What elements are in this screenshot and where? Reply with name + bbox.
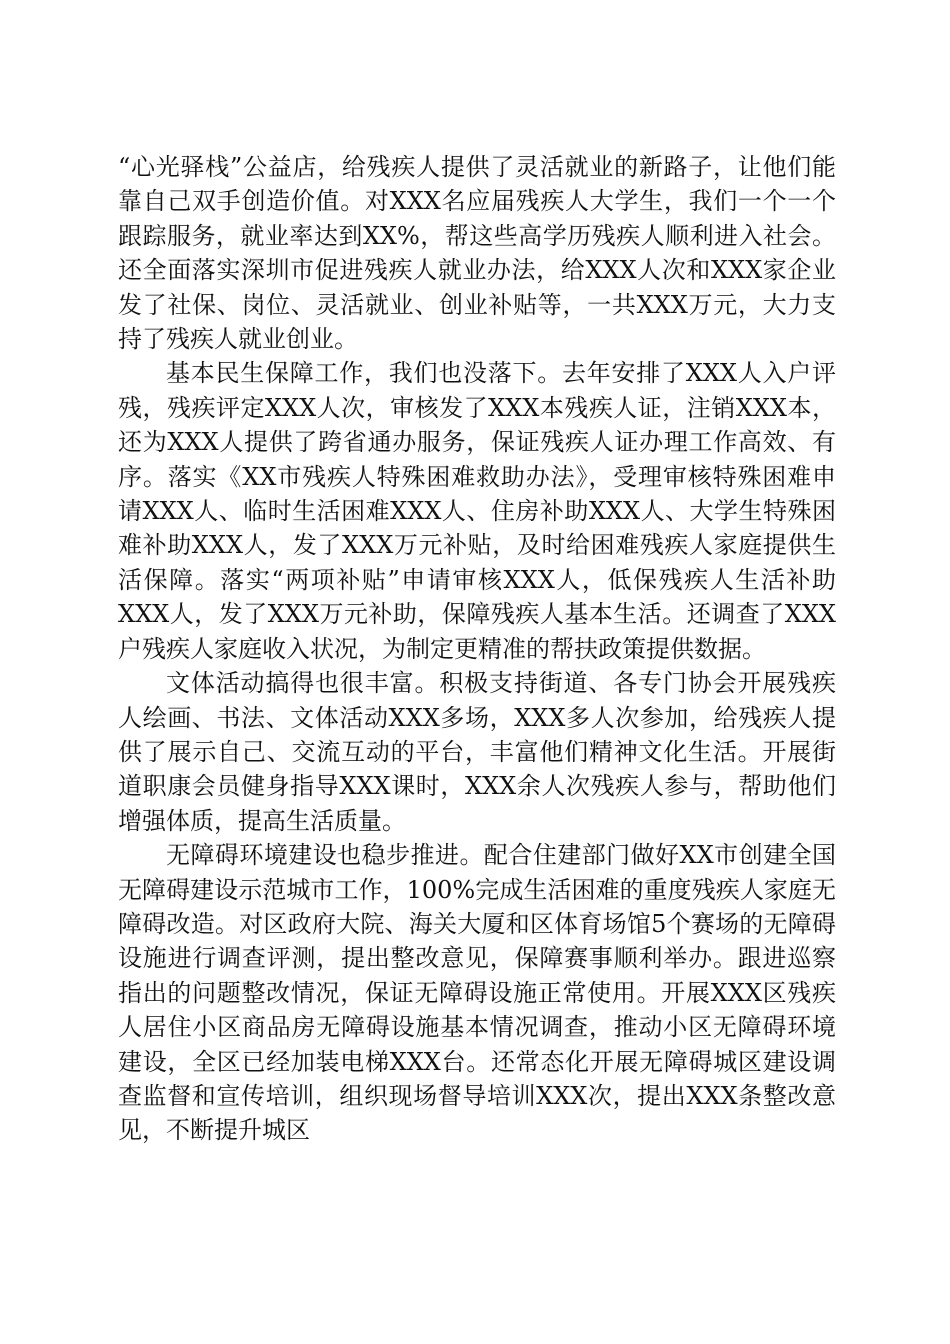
paragraph-culture-sports: 文体活动搞得也很丰富。积极支持街道、各专门协会开展残疾人绘画、书法、文体活动XXX多场，XXX多人次参加，给残疾人提供了展示自己、交流互动的平台，丰富他们精神文化生活。开展街道职康会员健身指导XXX课时，XXX余人次残疾人参与，帮助他们增强体质，提高生活质量。 (118, 669, 836, 835)
body-text (118, 150, 836, 1148)
paragraph-livelihood-security: 基本民生保障工作，我们也没落下。去年安排了XXX人入户评残，残疾评定XXX人次，审核发了XXX本残疾人证，注销XXX本，还为XXX人提供了跨省通办服务，保证残疾人证办理工作高效、有序。落实《XX市残疾人特殊困难救助办法》，受理审核特殊困难申请XXX人、临时生活困难XXX人、住房补助XXX人、大学生特殊困难补助XXX人，发了XXX万元补贴，及时给困难残疾人家庭提供生活保障。落实“两项补贴”申请审核XXX人，低保残疾人生活补助XXX人，发了XXX万元补助，保障残疾人基本生活。还调查了XXX户残疾人家庭收入状况，为制定更精准的帮扶政策提供数据。 (118, 359, 836, 663)
paragraph-accessibility: 无障碍环境建设也稳步推进。配合住建部门做好XX市创建全国无障碍建设示范城市工作，100%完成生活困难的重度残疾人家庭无障碍改造。对区政府大院、海关大厦和区体育场馆5个赛场的无障碍设施进行调查评测，提出整改意见，保障赛事顺利举办。跟进巡察指出的问题整改情况，保证无障碍设施正常使用。开展XXX区残疾人居住小区商品房无障碍设施基本情况调查，推动小区无障碍环境建设，全区已经加装电梯XXX台。还常态化开展无障碍城区建设调查监督和宣传培训，组织现场督导培训XXX次，提出XXX条整改意见，不断提升城区 (118, 841, 836, 1145)
paragraph-employment-continued: “心光驿栈”公益店，给残疾人提供了灵活就业的新路子，让他们能靠自己双手创造价值。对XXX名应届残疾人大学生，我们一个一个跟踪服务，就业率达到XX%，帮这些高学历残疾人顺利进入社会。还全面落实深圳市促进残疾人就业办法，给XXX人次和XXX家企业发了社保、岗位、灵活就业、创业补贴等，一共XXX万元，大力支持了残疾人就业创业。 (118, 153, 836, 354)
